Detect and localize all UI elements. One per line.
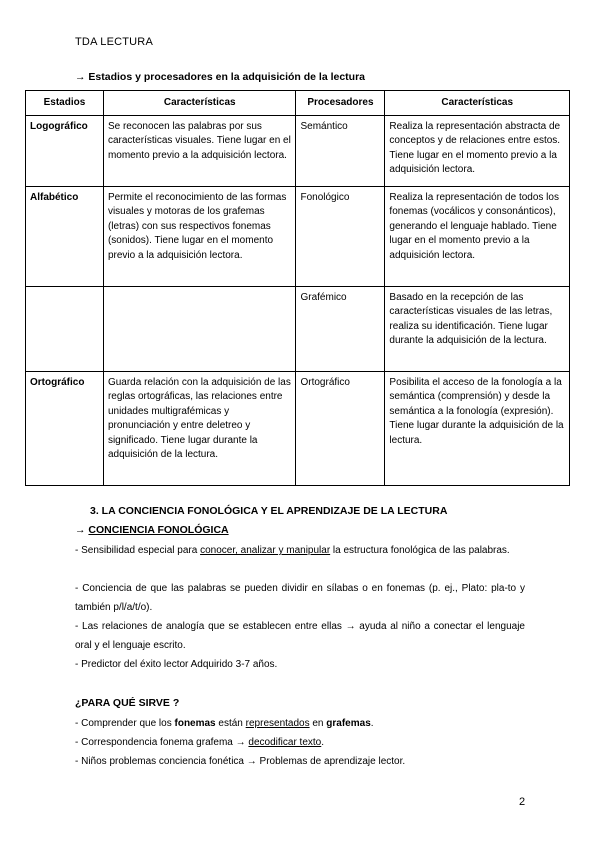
processor-description-cell: Realiza la representación de todos los fonemas (vocálicos y consonánticos), generando el lenguaje hablado. Tiene lugar en el momento previo a la adquisición lectora.: [385, 186, 570, 286]
column-header-stage-characteristics: Características: [103, 91, 296, 116]
processor-cell: Ortográfico: [296, 371, 385, 485]
paragraph-analogia: - Las relaciones de analogía que se establecen entre ellas → ayuda al niño a conectar el lenguaje oral y el lenguaje escrito.: [75, 621, 525, 651]
underlined-text: representados: [245, 718, 310, 729]
arrow-prefix: →: [75, 524, 89, 536]
stage-cell: Ortográfico: [26, 371, 104, 485]
table-row: [26, 286, 570, 371]
processor-cell: Fonológico: [296, 186, 385, 286]
para-que-sirve-list: [75, 714, 405, 771]
processor-description-cell: Posibilita el acceso de la fonología a la semántica (comprensión) y desde la semántica a la fonología (expresión). Tiene lugar durante la adquisición de la lectura.: [385, 371, 570, 485]
paragraph-conciencia: - Conciencia de que las palabras se pueden dividir en sílabas o en fonemas (p. ej., Plato: pla-to y también p/l/a/t/o).: [75, 583, 525, 613]
conciencia-fonologica-heading: [75, 524, 229, 536]
underlined-text: decodificar texto: [248, 737, 322, 748]
stage-cell: Alfabético: [26, 186, 104, 286]
bold-text: fonemas: [174, 718, 216, 729]
para-que-sirve-heading: ¿PARA QUÉ SIRVE ?: [75, 697, 180, 709]
text-run: - Sensibilidad especial para: [75, 545, 201, 556]
processor-description-cell: Realiza la representación abstracta de conceptos y de relaciones entre estos. Tiene lugar en el momento previo a la adquisición lectora.: [385, 115, 570, 186]
page-number: 2: [519, 796, 526, 808]
underlined-text: conocer, analizar y manipular: [200, 545, 331, 556]
list-item: [75, 733, 405, 752]
list-item: [75, 714, 405, 733]
processor-cell: Semántico: [296, 115, 385, 186]
table-header-row: [26, 91, 570, 116]
stage-cell: [26, 286, 104, 371]
stage-cell: Logográfico: [26, 115, 104, 186]
processor-description-cell: Basado en la recepción de las características visuales de las letras, realiza su identificación. Tiene lugar durante la adquisición de la lectura.: [385, 286, 570, 371]
column-header-processors: Procesadores: [296, 91, 385, 116]
table-row: [26, 186, 570, 286]
table-row: [26, 371, 570, 485]
text-run: .: [370, 718, 374, 729]
stage-description-cell: Se reconocen las palabras por sus características visuales. Tiene lugar en el momento previo a la adquisición lectora.: [103, 115, 296, 186]
column-header-stages: Estadios: [26, 91, 104, 116]
text-run: - Correspondencia fonema grafema →: [75, 737, 249, 748]
list-item: - Niños problemas conciencia fonética → Problemas de aprendizaje lector.: [75, 756, 406, 767]
stage-description-cell: Permite el reconocimiento de las formas visuales y motoras de los grafemas (letras) con sus respectivos fonemas (sonidos). Tiene lugar en el momento previo a la adquisición lectora.: [103, 186, 296, 286]
text-run: .: [321, 737, 325, 748]
stage-description-cell: Guarda relación con la adquisición de las reglas ortográficas, las relaciones entre unidades multigrafémicas y pronunciación y entre deletreo y significado. Tiene lugar durante la adquisición de la lectura.: [103, 371, 296, 485]
stage-description-cell: [103, 286, 296, 371]
text-run: en: [309, 718, 327, 729]
table-row: [26, 115, 570, 186]
paragraph-sensibilidad: [75, 541, 525, 560]
text-run: - Comprender que los: [75, 718, 175, 729]
bold-text: grafemas: [326, 718, 371, 729]
section-3-heading: 3. LA CONCIENCIA FONOLÓGICA Y EL APRENDIZAJE DE LA LECTURA: [90, 505, 448, 517]
column-header-processor-characteristics: Características: [385, 91, 570, 116]
paragraph-predictor: - Predictor del éxito lector Adquirido 3-7 años.: [75, 659, 278, 670]
subheading-text: CONCIENCIA FONOLÓGICA: [88, 524, 229, 536]
processor-cell: Grafémico: [296, 286, 385, 371]
text-run: la estructura fonológica de las palabras.: [330, 545, 510, 556]
stages-processors-table: [25, 90, 570, 486]
table-caption: → Estadios y procesadores en la adquisición de la lectura: [75, 71, 366, 83]
document-header-title: TDA LECTURA: [75, 36, 153, 48]
text-run: están: [215, 718, 246, 729]
